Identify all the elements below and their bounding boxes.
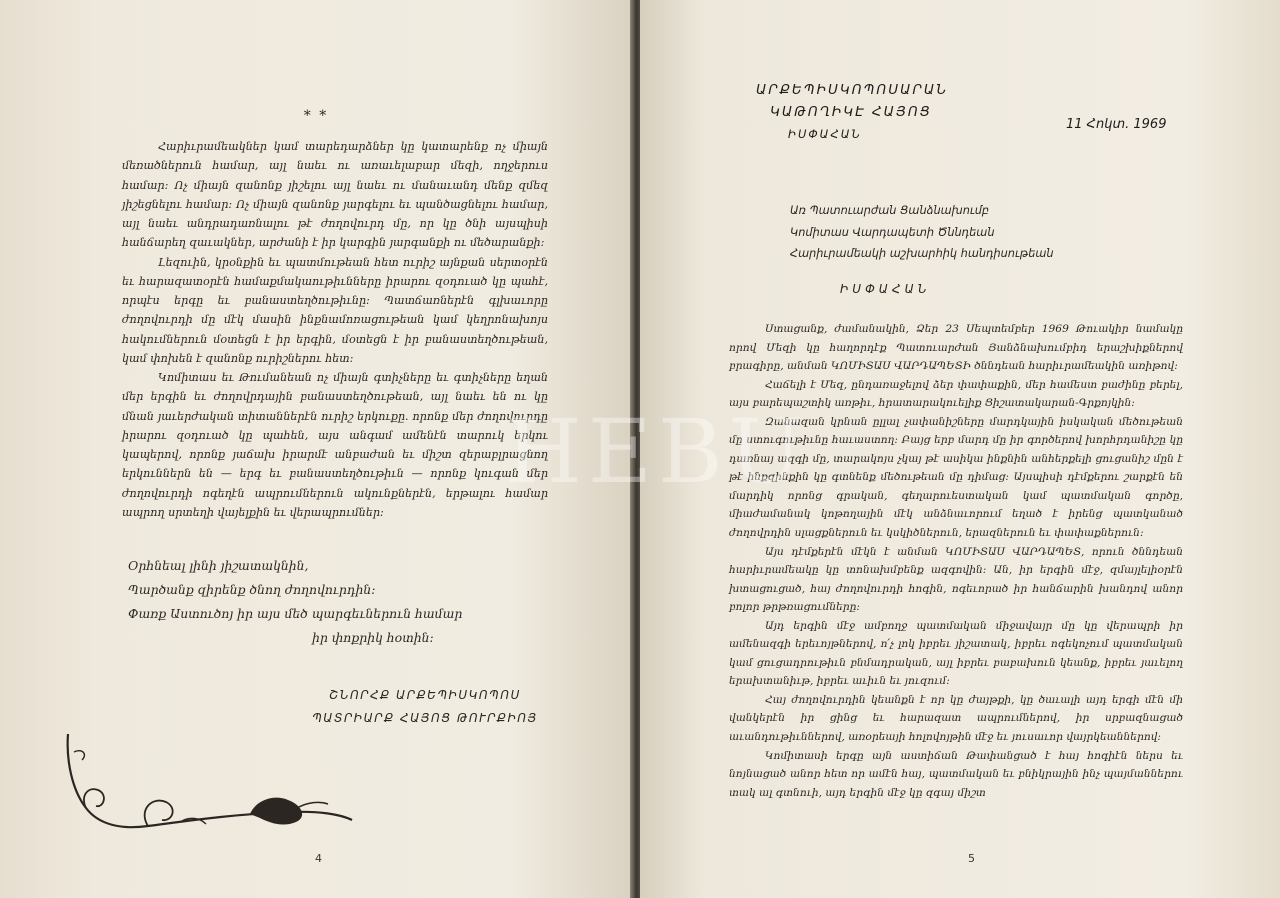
- page-number: 4: [315, 852, 322, 865]
- right-paragraph: Հաճելի է Մեզ, ընդառաջելով ձեր փափաքին, մեր համեստ բաժինը բերել, այս բարեպաշտիկ առթիւ, հրատարակուելիք Ցիշատակարան-Գրքոյկին:: [729, 377, 1183, 410]
- signature-title: ՊԱՏՐԻԱՐՔ ՀԱՅՈՑ ԹՈՒՐՔԻՈՅ: [312, 711, 538, 725]
- letterhead-line: ԱՐՔԵՊԻՍԿՈՊՈՍԱՐԱՆ: [756, 82, 949, 98]
- verse-line: Փառք Աստուծոյ իր այս մեծ պարգեւներուն համար: [128, 606, 463, 621]
- floral-ornament-icon: [60, 730, 360, 840]
- right-paragraph: Այդ երգին մէջ ամբողջ պատմական միջավայր մը կը վերապրի իր ամենազգի երեւոյթներով, ո՛չ լոկ իբրեւ յիշատակ, իբրեւ ոգեկոչում պատմական կամ ցուցադրութիւն բնմադրական, այլ իբրեւ բաբախուն կեանք, իբրեւ յաւելող երախտանիւթ, իբրեւ աւիւն եւ յուզում:: [729, 618, 1183, 688]
- address-city: ԻՍՓԱՀԱՆ: [840, 282, 931, 296]
- right-paragraph: Կոմիտասի երգը այն աստիճան Թափանցած է հայ հոգիէն ներս եւ նոյնացած անոր հետ որ ամէն հայ, պատմական եւ բնիկրային ինչ պայմաններու տակ ալ գտնուի, այդ երգին մէջ կը զգայ միշտ: [729, 748, 1183, 799]
- signature-name: ՇՆՈՐՀՔ ԱՐՔԵՊԻՍԿՈՊՈՍ: [329, 688, 521, 702]
- verse-line: Պարծանք զիրենք ծնող ժողովուրդին:: [128, 582, 376, 597]
- right-paragraph: Ստացանք, ժամանակին, Ձեր 23 Սեպտեմբեր 1969 Թուակիր նամակը որով Մեզի կը հաղորդէք Պատուարժան Յանձնախումբիդ երաշխիքներով բրագիրը, անման ԿՈՄԻՏԱՍ ՎԱՐԴԱՊԵՏԻ ծննդեան հարիւրամեակին առիթով:: [729, 322, 1183, 373]
- star-ornament: * *: [303, 108, 329, 124]
- right-paragraph: Այս դէմքերէն մէկն է անման ԿՈՄԻՏԱՍ ՎԱՐԴԱՊԵՏ, որուն ծննդեան հարիւրամեակը կը տոնախմբենք ազգովին: Ան, իր երգին մէջ, զմայլելիօրէն խտացուցած, հայ ժողովուրդի հոգին, ոգեւորած իր հանճարին խանդով անոր բոլոր թրթռացումները:: [729, 544, 1183, 614]
- closing-verse: [128, 554, 508, 650]
- left-body-text: [122, 137, 548, 522]
- verse-line: իր փոքրիկ հօտին:: [312, 630, 434, 645]
- right-paragraph: Զանազան կրնան ըլլալ չափանիշները մարդկային իսկական մեծութեան մը ստուգութիւնը հաւաստող: Բայց երբ մարդ մը իր գործերով խորհրդանիշը կը դառնայ ազգի մը, տարակոյս չկայ թէ ասիկա ինքնին անհերքելի ցուցանիշ մըն է թէ ինքզինքին կը գտնենք մեծութեան մը դիմաց: Այսպիսի դէմքերու շարքէն են մարդիկ որոնց գրական, գեղարուեստական կամ պատմական գործը, միաժամանակ կոթողային մէկ անձնաւորում եղած է իրենց պատկանած ժողովրդին սլացքներուն եւ կսկիծներուն, երազներուն եւ փափաքներուն:: [729, 414, 1183, 540]
- right-body-text: [729, 320, 1183, 802]
- right-paragraph: Հայ ժողովուրդին կեանքն է որ կը ժայթքի, կը ծաւալի այդ երգի մէն մի վանկերէն իր ցինց եւ հարազատ ապրումներով, իր սրբազնացած աւանդութիւններով, առօրեայի հոլովոյթին մէջ եւ յուսաւոր վայրկեաններով:: [729, 692, 1183, 744]
- watermark: HEBU: [505, 400, 809, 503]
- page-number: 5: [968, 852, 975, 865]
- address-line: Հարիւրամեակի աշխարհիկ հանդիսութեան: [790, 247, 1054, 260]
- left-page: [0, 0, 636, 898]
- letterhead-line: ԻՍՓԱՀԱՆ: [788, 127, 862, 141]
- verse-line: Օրհնեալ լինի յիշատակնին,: [128, 558, 309, 573]
- address-line: Առ Պատուարժան Ցանձնախումբ: [790, 204, 990, 217]
- left-paragraph: Հարիւրամեակներ կամ տարեդարձներ կը կատարենք ոչ միայն մեռածներուն համար, այլ նաեւ ու առաւելաբար մեզի, ողջերուս համար: Ոչ միայն զանոնք յիշելու այլ նաեւ ու մանաւանդ մենք զմեզ յիշեցնելու համար: Ոչ միայն զանոնք յարգելու եւ պանծացնելու համար, այլ նաեւ անդրադառնալու թէ ժողովուրդ մը, որ կը ծնի այսպիսի հանճարեղ զաւակներ, արժանի է իր կարգին յարգանքի ու մեծարանքի:: [122, 140, 548, 250]
- letterhead-line: ԿԱԹՈՂԻԿԷ ՀԱՅՈՑ: [770, 104, 932, 120]
- left-paragraph: Կոմիտաս եւ Թումանեան ոչ միայն գտիչները եւ գտիչները եղան մեր երգին եւ ժողովրդային բանաստեղծութեան, այլ նաեւ են ու կը մնան յաւերժական տիտաններէն ուրիշ երկուքը. որոնք մեր ժողովուրդը իրարու զօդուած կը պահեն, այս անգամ ամենէն տարուկ երկու կապերով, որոնք յաճախ իրարմէ անբաժան եւ միշտ զերաբլրացնող երկուններն են — երգ եւ բանաստեղծութիւն — որոնք կուգան մեր ժողովուրդի ոգեղէն ապրումներուն ակունքներէն, երթալու համար ապրող սրտեղի վայելքին եւ վերապրումներ:: [122, 371, 548, 519]
- letter-date: 11 Հոկտ. 1969: [1066, 117, 1167, 132]
- left-paragraph: Լեզուին, կրօնքին եւ պատմութեան հետ ուրիշ այնքան սերտօրէն եւ հարազատօրէն համաքմակաութիւնները իրարու զօդուած կը պահէ, որպէս երգը եւ բանաստեղծութիւնը: Պատճառներէն գլխաւորը ժողովուրդի մը մէկ մասին ինքնամոռացութեան կամ կեղրոնախոյս հակումներուն մօտեցն է իր երգին, մօտեցն է իր բանաստեղծութեան, կամ փոխեն է զանոնք ուրիշներու հետ:: [122, 255, 548, 365]
- address-line: Կոմիտաս Վարդապետի Ծննդեան: [790, 226, 995, 239]
